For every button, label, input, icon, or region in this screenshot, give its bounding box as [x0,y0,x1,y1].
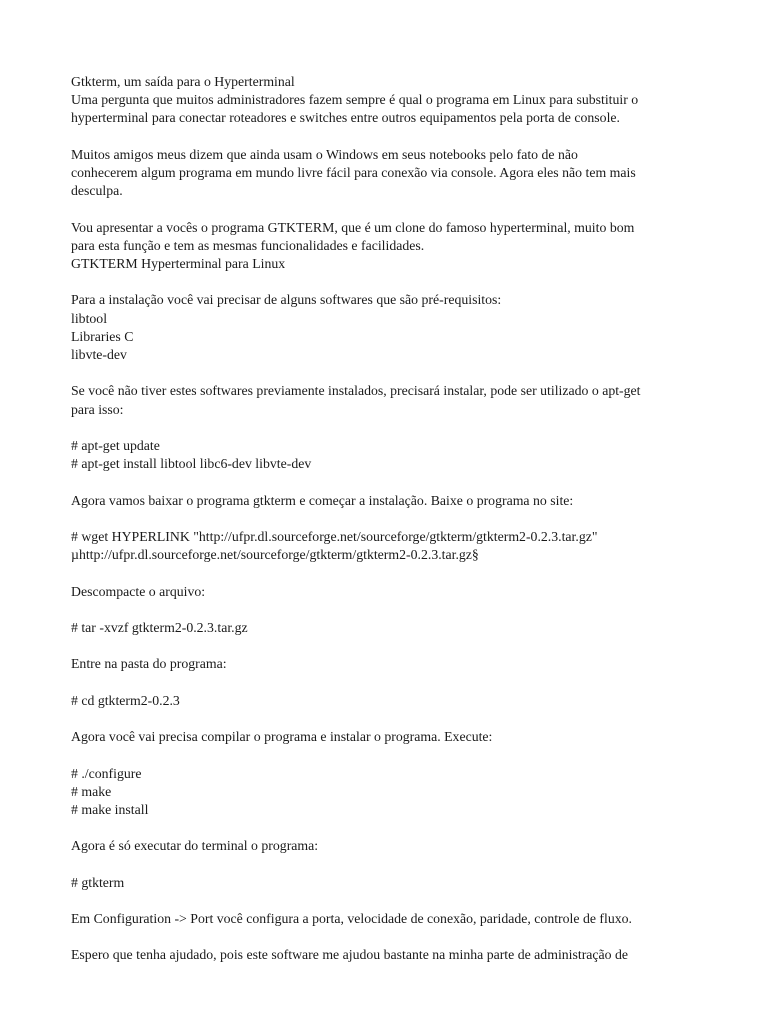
paragraph [71,219,701,274]
text-line: Espero que tenha ajudado, pois este software me ajudou bastante na minha parte de administração de [71,947,629,963]
text-line: para isso: [71,401,124,417]
text-line: hyperterminal para conectar roteadores e switches entre outros equipamentos pela porta de console. [71,110,620,126]
text-line: Agora é só executar do terminal o programa: [71,838,319,854]
paragraph [71,728,701,746]
paragraph [71,437,701,473]
text-line: Agora vamos baixar o programa gtkterm e começar a instalação. Baixe o programa no site: [71,492,574,508]
paragraph [71,146,701,201]
text-line: Se você não tiver estes softwares previamente instalados, precisará instalar, pode ser utilizado o apt-get [71,383,641,399]
text-line: # cd gtkterm2-0.2.3 [71,692,180,708]
text-line: # apt-get install libtool libc6-dev libvte-dev [71,456,312,472]
text-line: # gtkterm [71,874,125,890]
text-line: Para a instalação você vai precisar de alguns softwares que são pré-requisitos: [71,292,502,308]
paragraph [71,837,701,855]
text-line: Libraries C [71,328,134,344]
text-line: µhttp://ufpr.dl.sourceforge.net/sourceforge/gtkterm/gtkterm2-0.2.3.tar.gz§ [71,547,479,563]
paragraph [71,291,701,364]
text-line: para esta função e tem as mesmas funcionalidades e facilidades. [71,237,425,253]
text-line: Descompacte o arquivo: [71,583,206,599]
text-line: GTKTERM Hyperterminal para Linux [71,256,286,271]
paragraph [71,528,701,564]
text-line: Muitos amigos meus dizem que ainda usam o Windows em seus notebooks pelo fato de não [71,146,578,162]
paragraph [71,492,701,510]
text-line: desculpa. [71,183,123,199]
text-line: Vou apresentar a vocês o programa GTKTERM, que é um clone do famoso hyperterminal, muito bom [71,219,635,235]
text-line: # wget HYPERLINK "http://ufpr.dl.sourceforge.net/sourceforge/gtkterm/gtkterm2-0.2.3.tar.gz" [71,528,598,544]
text-line: libtool [71,310,108,326]
text-line: conhecerem algum programa em mundo livre fácil para conexão via console. Agora eles não tem mais [71,165,636,180]
text-line: # make install [71,801,149,817]
text-line: Em Configuration -> Port você configura a porta, velocidade de conexão, paridade, controle de fluxo. [71,911,632,927]
text-line: # tar -xvzf gtkterm2-0.2.3.tar.gz [71,619,248,635]
paragraph [71,765,701,820]
paragraph [71,583,701,601]
paragraph [71,946,701,964]
paragraph [71,619,701,637]
paragraph [71,73,701,128]
paragraph [71,382,701,418]
document-body [71,73,701,983]
text-line: # make [71,783,112,799]
text-line: # apt-get update [71,437,160,453]
paragraph [71,910,701,928]
paragraph [71,874,701,892]
text-line: Gtkterm, um saída para o Hyperterminal [71,74,295,89]
text-line: # ./configure [71,765,142,781]
text-line: Entre na pasta do programa: [71,656,227,672]
paragraph [71,692,701,710]
text-line: libvte-dev [71,347,127,362]
text-line: Agora você vai precisa compilar o programa e instalar o programa. Execute: [71,729,493,745]
text-line: Uma pergunta que muitos administradores fazem sempre é qual o programa em Linux para substituir o [71,92,639,108]
paragraph [71,655,701,673]
